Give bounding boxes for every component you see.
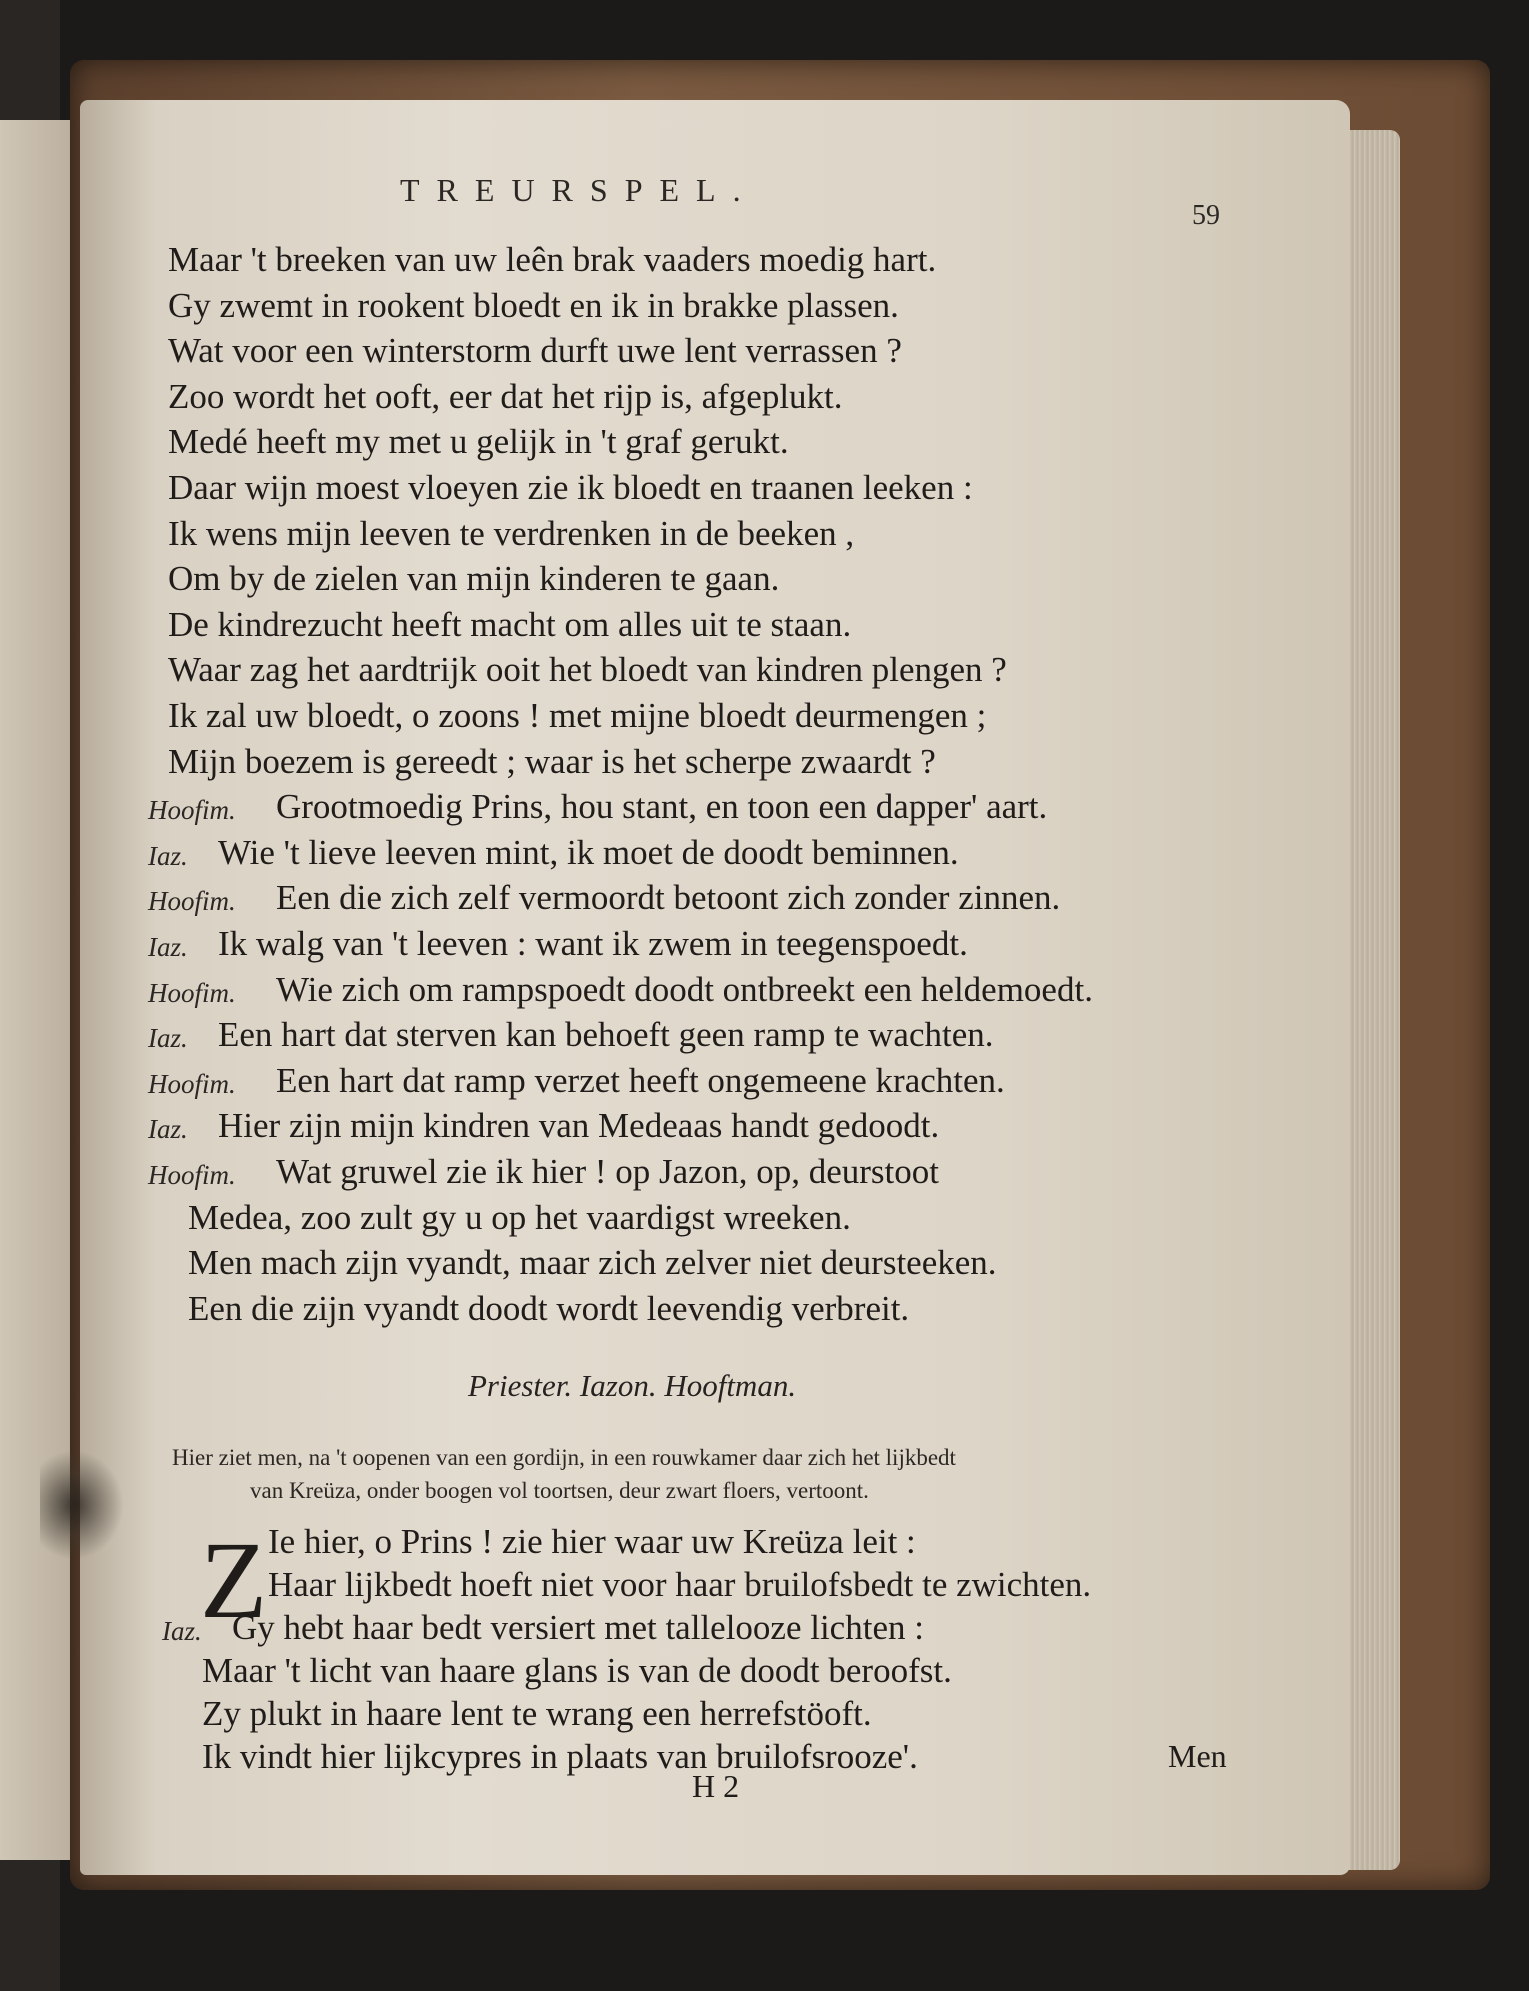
stage-direction-line: van Kreüza, onder boogen vol toortsen, deur zwart floers, vertoont. bbox=[250, 1478, 869, 1503]
verse-text: Grootmoedig Prins, hou stant, en toon een dapper' aart. bbox=[276, 787, 1048, 827]
speaker-label: Iaz. bbox=[148, 840, 188, 871]
verse-text: Hier zijn mijn kindren van Medeaas handt gedoodt. bbox=[218, 1106, 940, 1146]
speaker-label: Hoofim. bbox=[148, 1160, 236, 1190]
verse-text: Maar 't licht van haare glans is van de doodt beroofst. bbox=[202, 1651, 952, 1690]
verse-text: Mijn boezem is gereedt ; waar is het scherpe zwaardt ? bbox=[168, 741, 936, 781]
page-number: 59 bbox=[1192, 200, 1220, 231]
verse-text: De kindrezucht heeft macht om alles uit te staan. bbox=[168, 604, 852, 644]
verse-text: Medea, zoo zult gy u op het vaardigst wreeken. bbox=[188, 1197, 851, 1237]
verse-text: Medé heeft my met u gelijk in 't graf gerukt. bbox=[168, 422, 789, 462]
verse-text: Ie hier, o Prins ! zie hier waar uw Kreüza leit : bbox=[268, 1522, 916, 1561]
verse-text: Haar lijkbedt hoeft niet voor haar bruilofsbedt te zwichten. bbox=[268, 1565, 1092, 1604]
verse-text: Wie zich om rampspoedt doodt ontbreekt een heldemoedt. bbox=[276, 969, 1093, 1009]
verse-text: Zoo wordt het ooft, eer dat het rijp is, afgeplukt. bbox=[168, 376, 843, 416]
speaker-label: Hoofim. bbox=[148, 1068, 236, 1099]
verse-text: Om by de zielen van mijn kinderen te gaan. bbox=[168, 559, 780, 599]
speaker-label: Iaz. bbox=[148, 1114, 188, 1145]
verse-text: Een die zich zelf vermoordt betoont zich zonder zinnen. bbox=[276, 878, 1061, 918]
verse-text: Een die zijn vyandt doodt wordt leevendig verbreit. bbox=[188, 1288, 910, 1328]
verse-text: Ik vindt hier lijkcypres in plaats van bruilofsrooze'. bbox=[202, 1737, 918, 1776]
speaker-label: Iaz. bbox=[148, 1023, 188, 1054]
verse-text: Waar zag het aardtrijk ooit het bloedt van kindren plengen ? bbox=[168, 650, 1007, 690]
verse-text: Een hart dat sterven kan behoeft geen ramp te wachten. bbox=[218, 1015, 994, 1055]
verse-text: Ik wens mijn leeven te verdrenken in de beeken , bbox=[168, 513, 855, 553]
verse-text: Een hart dat ramp verzet heeft ongemeene krachten. bbox=[276, 1060, 1005, 1100]
speaker-label: Hoofim. bbox=[148, 795, 236, 826]
speaker-label: Iaz. bbox=[162, 1616, 202, 1646]
stage-direction-line: Hier ziet men, na 't oopenen van een gordijn, in een rouwkamer daar zich het lijkbedt bbox=[172, 1445, 956, 1470]
drop-cap: Z bbox=[200, 1519, 268, 1641]
verse-text: Maar 't breeken van uw leên brak vaaders moedig hart. bbox=[168, 240, 937, 279]
running-head: TREURSPEL. bbox=[400, 172, 758, 208]
signature-mark: H 2 bbox=[692, 1768, 740, 1804]
verse-text: Wie 't lieve leeven mint, ik moet de doodt beminnen. bbox=[218, 832, 959, 872]
verse-text: Zy plukt in haare lent te wrang een herrefstöoft. bbox=[202, 1694, 872, 1733]
verse-text: Ik walg van 't leeven : want ik zwem in teegenspoedt. bbox=[218, 924, 968, 963]
verse-text: Wat gruwel zie ik hier ! op Jazon, op, deurstoot bbox=[276, 1152, 939, 1191]
verse-text: Men mach zijn vyandt, maar zich zelver niet deursteeken. bbox=[188, 1243, 997, 1283]
speaker-label: Iaz. bbox=[148, 932, 188, 962]
verse-text: Gy hebt haar bedt versiert met tallelooze lichten : bbox=[232, 1608, 924, 1647]
verse-text: Gy zwemt in rookent bloedt en ik in brakke plassen. bbox=[168, 285, 899, 325]
verse-text: Daar wijn moest vloeyen zie ik bloedt en traanen leeken : bbox=[168, 468, 973, 507]
verse-text: Wat voor een winterstorm durft uwe lent verrassen ? bbox=[168, 331, 902, 371]
ink-stain bbox=[40, 1450, 124, 1560]
catchword: Men bbox=[1168, 1738, 1227, 1774]
scene-heading: Priester. Iazon. Hooftman. bbox=[468, 1368, 797, 1403]
verse-text: Ik zal uw bloedt, o zoons ! met mijne bloedt deurmengen ; bbox=[168, 696, 987, 735]
speaker-label: Hoofim. bbox=[148, 886, 236, 917]
speaker-label: Hoofim. bbox=[148, 977, 236, 1008]
